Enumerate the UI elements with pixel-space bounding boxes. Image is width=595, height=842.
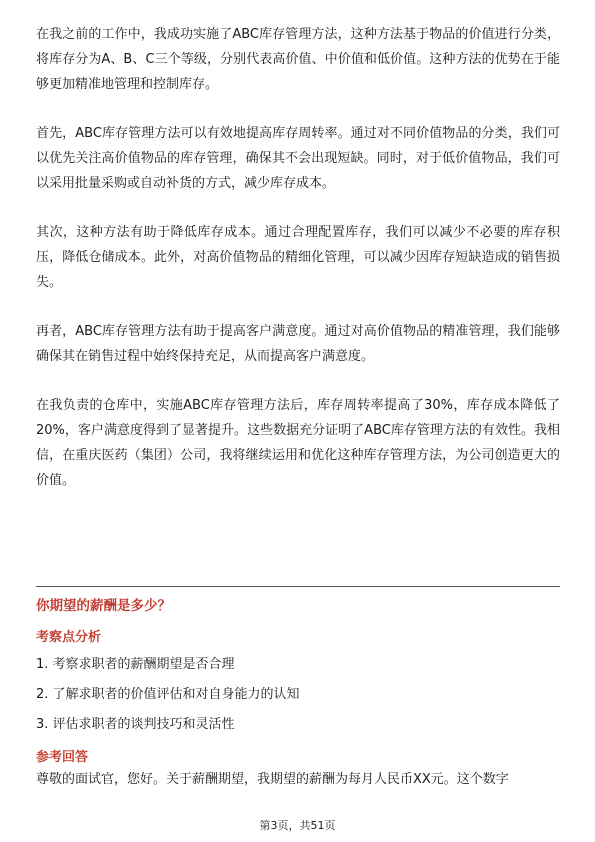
body-text <box>36 22 560 493</box>
paragraph-satisfaction: 再者，ABC库存管理方法有助于提高客户满意度。通过对高价值物品的精准管理，我们能够确保其在销售过程中始终保持充足，从而提高客户满意度。 <box>36 324 560 364</box>
analysis-heading: 考察点分析 <box>36 630 102 645</box>
paragraph-results: 在我负责的仓库中，实施ABC库存管理方法后，库存周转率提高了30%，库存成本降低了20%，客户满意度得到了显著提升。这些数据充分证明了ABC库存管理方法的有效性。我相信，在重庆医药（集团）公司，我将继续运用和优化这种库存管理方法，为公司创造更大的价值。 <box>36 398 560 488</box>
paragraph-cost: 其次，这种方法有助于降低库存成本。通过合理配置库存，我们可以减少不必要的库存积压，降低仓储成本。此外，对高价值物品的精细化管理，可以减少因库存短缺造成的销售损失。 <box>36 225 560 290</box>
answer-heading: 参考回答 <box>36 750 89 765</box>
question-heading: 你期望的薪酬是多少？ <box>36 598 171 614</box>
section-divider <box>36 586 560 587</box>
paragraph-abc-intro: 在我之前的工作中，我成功实施了ABC库存管理方法，这种方法基于物品的价值进行分类，将库存分为A、B、C三个等级，分别代表高价值、中价值和低价值。这种方法的优势在于能够更加精准地管理和控制库存。 <box>36 27 560 92</box>
list-item: 2. 了解求职者的价值评估和对自身能力的认知 <box>36 687 300 702</box>
analysis-list <box>36 650 300 740</box>
paragraph-turnover: 首先，ABC库存管理方法可以有效地提高库存周转率。通过对不同价值物品的分类，我们可以优先关注高价值物品的库存管理，确保其不会出现短缺。同时，对于低价值物品，我们可以采用批量采购或自动补货的方式，减少库存成本。 <box>36 126 560 191</box>
list-item: 3. 评估求职者的谈判技巧和灵活性 <box>36 717 235 732</box>
page-number: 第3页，共51页 <box>259 819 336 832</box>
answer-text: 尊敬的面试官，您好。关于薪酬期望，我期望的薪酬为每月人民币XX元。这个数字 <box>36 772 509 787</box>
list-item: 1. 考察求职者的薪酬期望是否合理 <box>36 657 235 672</box>
